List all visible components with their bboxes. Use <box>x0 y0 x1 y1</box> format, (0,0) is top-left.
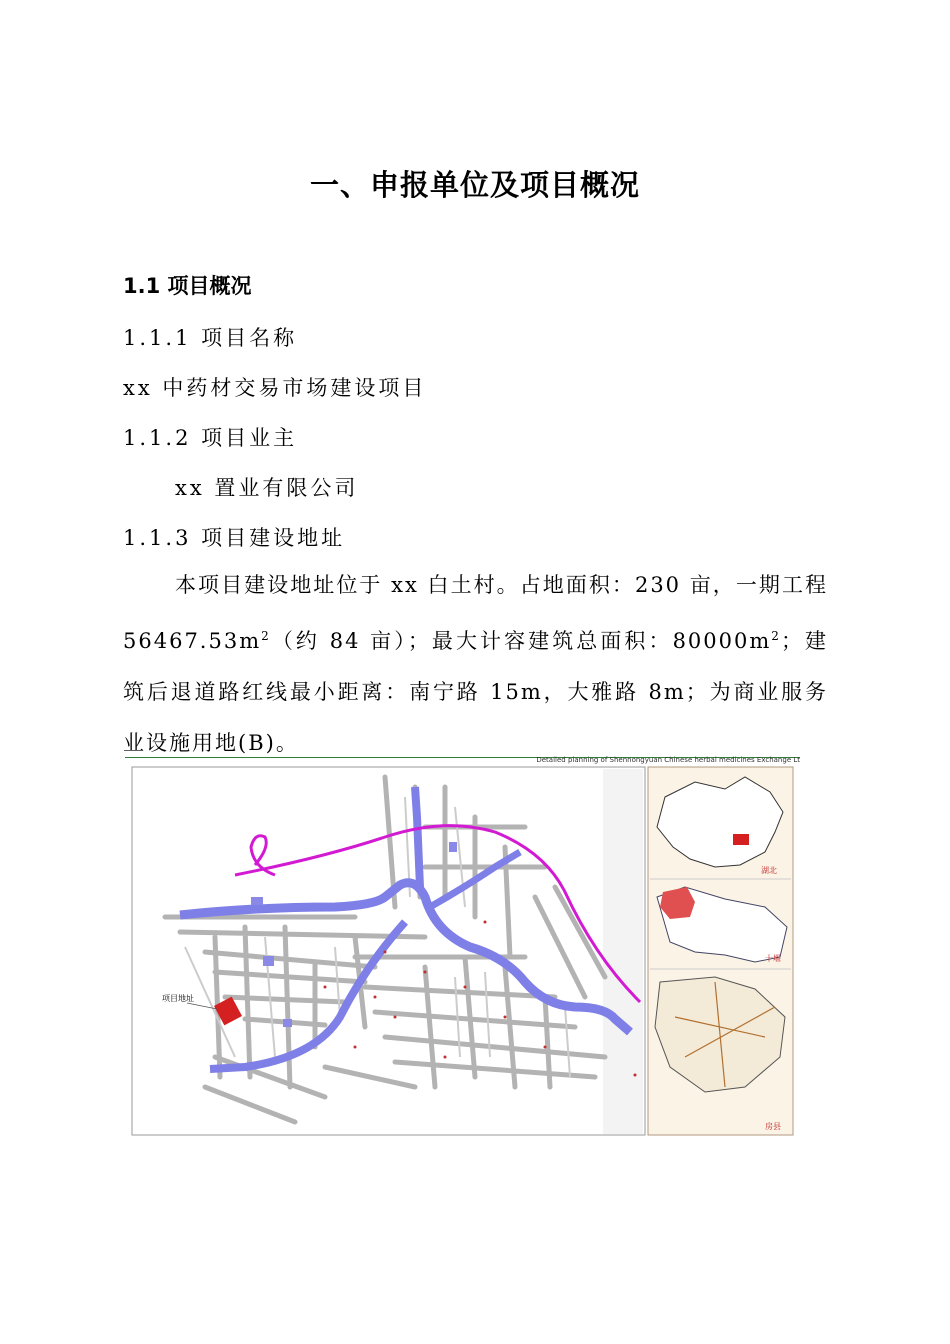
inset-label-hubei: 湖北 <box>761 866 777 875</box>
map-graphic <box>125 757 800 1137</box>
planning-map-figure <box>125 757 800 1137</box>
superscript-2: 2 <box>771 629 781 643</box>
project-owner-heading: 1.1.2 项目业主 <box>123 426 298 450</box>
project-owner-value: xx 置业有限公司 <box>175 476 359 500</box>
river-branch-north <box>415 787 420 887</box>
address-paragraph <box>123 560 828 769</box>
project-address-heading: 1.1.3 项目建设地址 <box>123 526 346 550</box>
project-name-value: xx 中药材交易市场建设项目 <box>123 376 427 400</box>
paragraph-text-2: （约 84 亩）；最大计容建筑总面积：80000m <box>270 629 772 653</box>
hubei-highlight <box>733 834 749 845</box>
inset-label-fangxian: 房县 <box>765 1122 781 1131</box>
superscript-1: 2 <box>261 629 271 643</box>
section-heading: 1.1 项目概况 <box>123 274 252 298</box>
inset-label-shiyan: 十堰 <box>765 954 781 963</box>
site-label: 项目地址 <box>162 994 194 1003</box>
project-name-heading: 1.1.1 项目名称 <box>123 326 298 350</box>
map-header-text: Detailed planning of Shennongyuan Chinese herbal medicines Exchange Lt <box>536 756 800 764</box>
paragraph-text-1: 本项目建设地址位于 xx 白土村。占地面积：230 亩，一期工程 56467.53m <box>123 573 828 653</box>
river-bank-strip <box>603 769 643 1134</box>
page-title: 一、申报单位及项目概况 <box>309 168 640 202</box>
paragraph-text-3: ；建筑后退道路红线最小距离：南宁路 15m，大雅路 8m；为商业服务业设施用地(B)。 <box>123 629 829 755</box>
